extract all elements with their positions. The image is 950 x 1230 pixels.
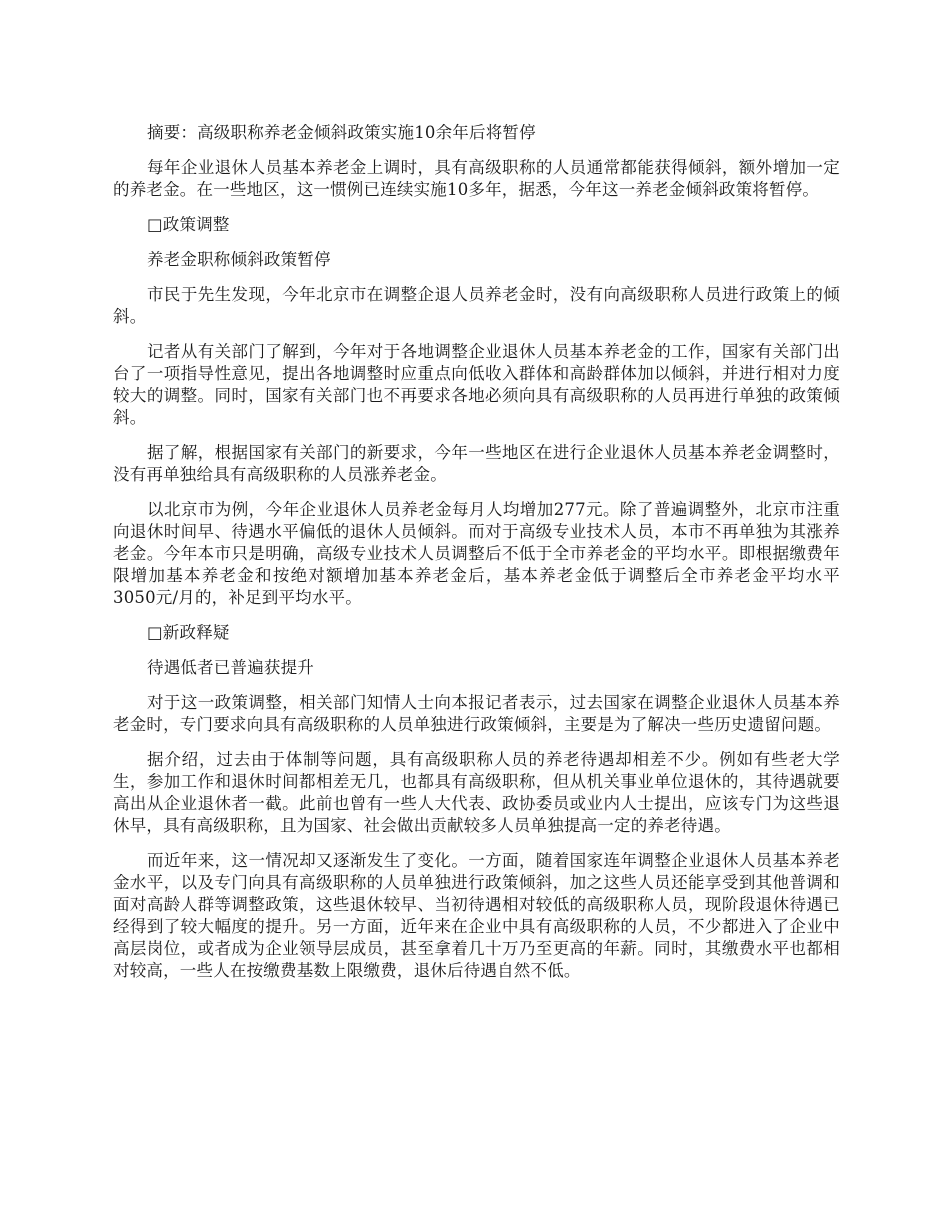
section-heading-new-policy-explained: □新政释疑 <box>147 623 230 642</box>
body-paragraph: 而近年来，这一情况却又逐渐发生了变化。一方面，随着国家连年调整企业退休人员基本养老金水平，以及专门向具有高级职称的人员单独进行政策倾斜，加之这些人员还能享受到其他普调和面对高龄人群等调整政策，这些退休较早、当初待遇相对较低的高级职称人员，现阶段退休待遇已经得到了较大幅度的提升。另一方面，近年来在企业中具有高级职称的人员，不少都进入了企业中高层岗位，或者成为企业领导层成员，甚至拿着几十万乃至更高的年薪。同时，其缴费水平也都相对较高，一些人在按缴费基数上限缴费，退休后待遇自然不低。 <box>113 851 840 980</box>
body-paragraph: 记者从有关部门了解到，今年对于各地调整企业退休人员基本养老金的工作，国家有关部门出台了一项指导性意见，提出各地调整时应重点向低收入群体和高龄群体加以倾斜，并进行相对力度较大的调整。同时，国家有关部门也不再要求各地必须向具有高级职称的人员再进行单独的政策倾斜。 <box>113 342 840 427</box>
body-paragraph: 据介绍，过去由于体制等问题，具有高级职称人员的养老待遇却相差不少。例如有些老大学生，参加工作和退休时间都相差无几，也都具有高级职称，但从机关事业单位退休的，其待遇就要高出从企业退休者一截。此前也曾有一些人大代表、政协委员或业内人士提出，应该专门为这些退休早，具有高级职称，且为国家、社会做出贡献较多人员单独提高一定的养老待遇。 <box>113 750 840 835</box>
body-paragraph: 对于这一政策调整，相关部门知情人士向本报记者表示，过去国家在调整企业退休人员基本养老金时，专门要求向具有高级职称的人员单独进行政策倾斜，主要是为了解决一些历史遗留问题。 <box>113 693 840 734</box>
subheading-pension-suspended: 养老金职称倾斜政策暂停 <box>147 250 331 269</box>
body-paragraph: 以北京市为例，今年企业退休人员养老金每月人均增加277元。除了普遍调整外，北京市注重向退休时间早、待遇水平偏低的退休人员倾斜。而对于高级专业技术人员，本市不再单独为其涨养老金。今年本市只是明确，高级专业技术人员调整后不低于全市养老金的平均水平。即根据缴费年限增加基本养老金和按绝对额增加基本养老金后，基本养老金低于调整后全市养老金平均水平3050元/月的，补足到平均水平。 <box>113 500 840 607</box>
section-heading-policy-adjustment: □政策调整 <box>147 215 230 234</box>
body-paragraph: 市民于先生发现，今年北京市在调整企退人员养老金时，没有向高级职称人员进行政策上的倾斜。 <box>113 285 840 326</box>
intro-paragraph: 每年企业退休人员基本养老金上调时，具有高级职称的人员通常都能获得倾斜，额外增加一定的养老金。在一些地区，这一惯例已连续实施10多年，据悉，今年这一养老金倾斜政策将暂停。 <box>113 158 840 199</box>
subheading-low-income-raised: 待遇低者已普遍获提升 <box>147 658 314 677</box>
body-paragraph: 据了解，根据国家有关部门的新要求，今年一些地区在进行企业退休人员基本养老金调整时，没有再单独给具有高级职称的人员涨养老金。 <box>113 443 840 484</box>
document-body <box>113 122 840 995</box>
abstract-paragraph: 摘要：高级职称养老金倾斜政策实施10余年后将暂停 <box>147 123 536 142</box>
